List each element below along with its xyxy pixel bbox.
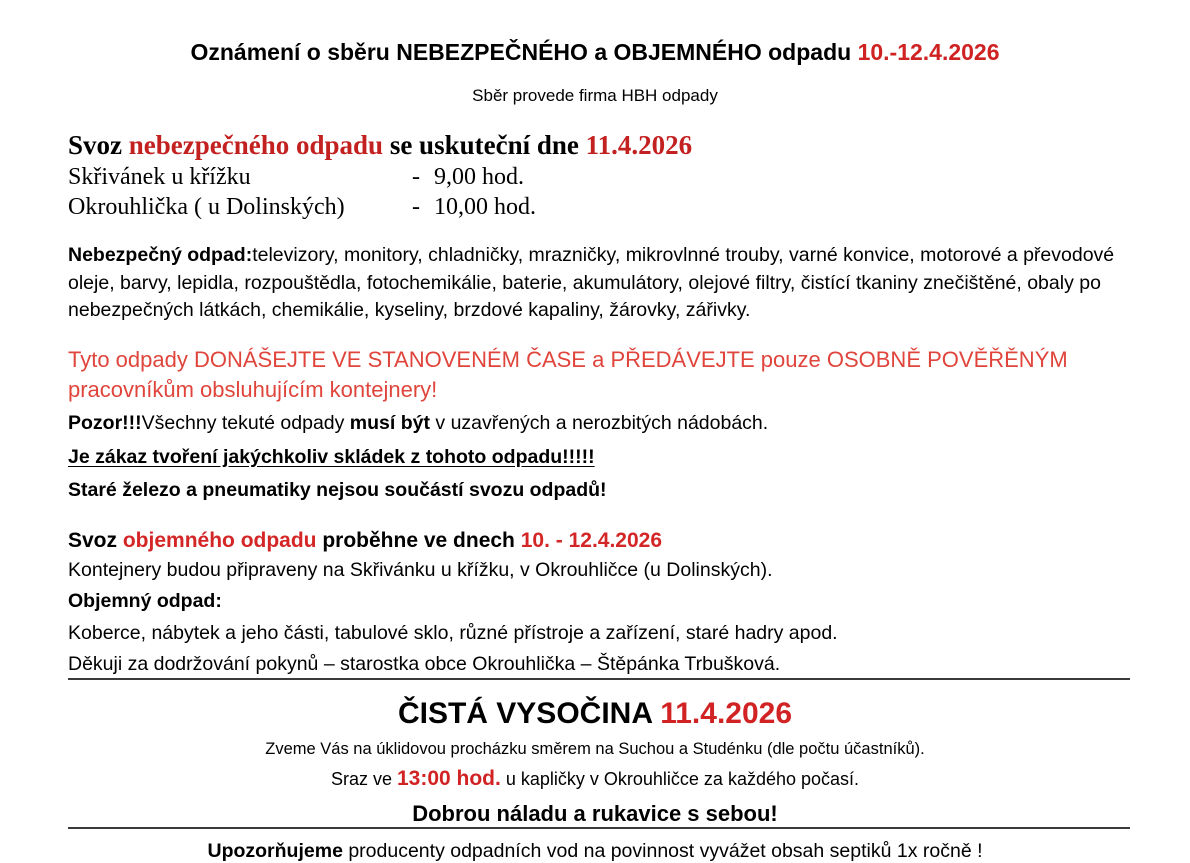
bulky-heading (68, 504, 1142, 553)
cleanup-title-date: 11.4.2026 (660, 697, 793, 731)
no-metal-tires-warning: Staré železo a pneumatiky nejsou součástí svozu odpadů! (68, 478, 607, 501)
table-row (68, 193, 536, 222)
pozor-line (68, 404, 1142, 437)
cleanup-meet-line (0, 759, 1190, 791)
hazardous-section (0, 106, 1190, 222)
hazardous-heading-red: nebezpečného odpadu (128, 130, 384, 161)
bulky-heading-date: 10. - 12.4.2026 (520, 529, 663, 553)
stop-dash: - (412, 193, 420, 220)
hazardous-items-paragraph (68, 242, 1142, 325)
subtitle-company: Sběr provede firma HBH odpady (472, 86, 718, 106)
bulky-items-label: Objemný odpad: (68, 590, 222, 613)
footer-bold-word: Upozorňujeme (207, 840, 343, 863)
cleanup-title-text: ČISTÁ VYSOČINA (397, 697, 661, 731)
title-date: 10.-12.4.2026 (857, 39, 1000, 65)
stop-place: Okrouhlička ( u Dolinských) (68, 193, 345, 220)
meet-prefix: Sraz ve (330, 769, 397, 790)
bulky-heading-red: objemného odpadu (122, 529, 317, 553)
cleanup-mood-line: Dobrou náladu a rukavice s sebou! (412, 801, 778, 827)
bulky-items-text: Koberce, nábytek a jeho části, tabulové sklo, různé přístroje a zařízení, staré hadry apod. (68, 621, 838, 644)
pozor-label: Pozor!!! (68, 412, 142, 435)
hazardous-items-text: televizory, monitory, chladničky, mrazničky, mikrovlnné trouby, varné konvice, motorové a převodové oleje, barvy, lepidla, rozpouštědla, fotochemikálie, baterie, akumulátory, olejové filtry, čistící tkaniny znečištěné, obaly po nebezpečných látkách, chemikálie, kyseliny, brzdové kapaliny, žárovky, zářivky. (68, 243, 1115, 322)
meet-time: 13:00 hod. (396, 767, 501, 791)
thanks-line: Děkuji za dodržování pokynů – starostka obce Okrouhlička – Štěpánka Trbušková. (68, 652, 781, 675)
cleanup-invite-line: Zveme Vás na úklidovou procházku směrem na Suchou a Studénku (dle počtu účastníků). (265, 740, 925, 759)
stop-time: 9,00 hod. (434, 164, 524, 191)
stop-place: Skřivánek u křížku (68, 164, 251, 191)
pozor-text-1: Všechny tekuté odpady (141, 412, 350, 435)
bulky-heading-mid: proběhne ve dnech (316, 529, 521, 553)
page-title (0, 0, 1190, 65)
footer-notice (0, 829, 1190, 863)
title-prefix: Oznámení o sběru (190, 39, 397, 65)
pozor-text-2: v uzavřených a nerozbitých nádobách. (429, 412, 769, 435)
body-content (0, 222, 1190, 678)
cleanup-title (0, 680, 1190, 731)
hazardous-heading-mid: se uskuteční dne (383, 130, 586, 161)
no-dumping-warning: Je zákaz tvoření jakýchkoliv skládek z tohoto odpadu!!!!! (68, 445, 595, 468)
pozor-bold: musí být (349, 412, 430, 435)
stop-dash: - (412, 164, 420, 191)
table-row (68, 163, 536, 192)
meet-suffix: u kapličky v Okrouhličce za každého počasí. (500, 769, 860, 790)
hazardous-items-label: Nebezpečný odpad: (68, 243, 253, 266)
hazardous-heading-prefix: Svoz (68, 130, 129, 161)
hazardous-heading (68, 130, 1190, 161)
bulky-heading-prefix: Svoz (68, 529, 123, 553)
hazardous-heading-date: 11.4.2026 (585, 130, 693, 161)
red-warning-notice: Tyto odpady DONÁŠEJTE VE STANOVENÉM ČASE a PŘEDÁVEJTE pouze OSOBNĚ POVĚŘĚNÝM pracovníkům obsluhujícím kontejnery! (68, 346, 1068, 402)
hazardous-stops-table (68, 163, 536, 222)
stop-time: 10,00 hod. (434, 193, 536, 220)
title-bold: NEBEZPEČNÉHO a OBJEMNÉHO odpadu (396, 39, 852, 65)
bulky-containers-line: Kontejnery budou připraveny na Skřivánku u křížku, v Okrouhličce (u Dolinských). (68, 559, 773, 582)
cleanup-section (0, 680, 1190, 827)
footer-rest: producenty odpadních vod na povinnost vyvážet obsah septiků 1x ročně ! (342, 840, 983, 863)
